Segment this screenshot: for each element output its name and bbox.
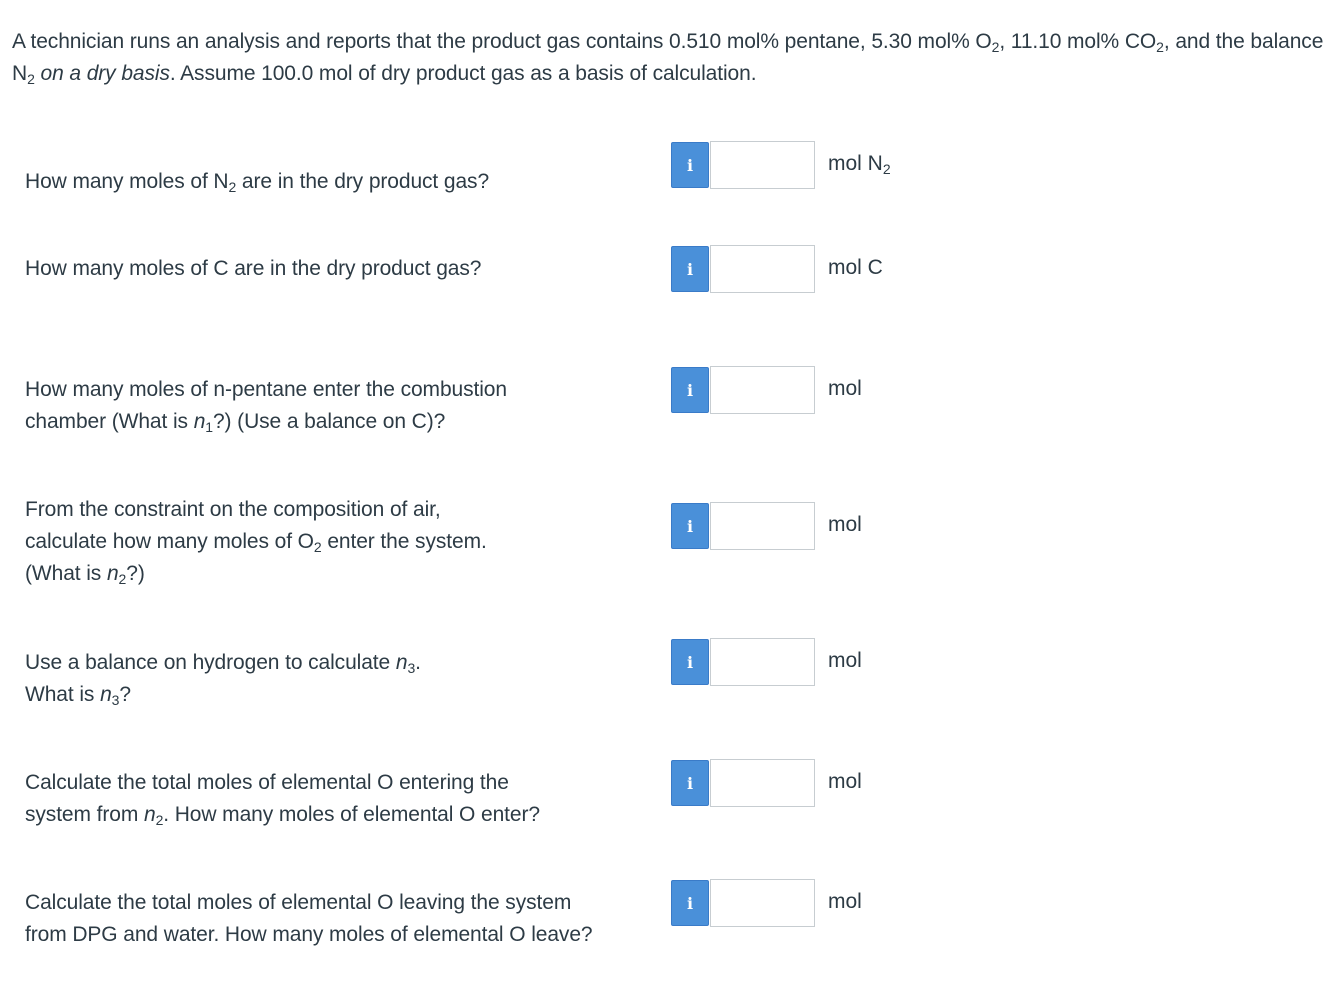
info-icon[interactable]: i bbox=[671, 142, 709, 188]
answer-input-6[interactable] bbox=[710, 759, 815, 807]
question-4-text: From the constraint on the composition of air, calculate how many moles of $O_2$ enter the system. (What is $n_2$?) bbox=[25, 498, 487, 587]
unit-label-2: mol C bbox=[828, 256, 883, 279]
unit-label-3: mol bbox=[828, 377, 862, 400]
info-icon[interactable]: i bbox=[671, 246, 709, 292]
unit-label-6: mol bbox=[828, 770, 862, 793]
unit-label-1: mol $N_2$ bbox=[828, 152, 891, 177]
question-6-text: Calculate the total moles of elemental O entering the system from $n_2$. How many moles of elemental O enter? bbox=[25, 771, 540, 828]
question-5-text: Use a balance on hydrogen to calculate $n_3$. What is $n_3$? bbox=[25, 651, 421, 708]
info-icon[interactable]: i bbox=[671, 503, 709, 549]
info-icon[interactable]: i bbox=[671, 880, 709, 926]
info-icon[interactable]: i bbox=[671, 639, 709, 685]
answer-input-4[interactable] bbox=[710, 502, 815, 550]
answer-input-1[interactable] bbox=[710, 141, 815, 189]
question-3-text: How many moles of n-pentane enter the combustion chamber (What is $n_1$?) (Use a balance on C)? bbox=[25, 378, 507, 435]
answer-input-2[interactable] bbox=[710, 245, 815, 293]
question-1-text: How many moles of $N_2$ are in the dry product gas? bbox=[25, 170, 490, 195]
answer-input-5[interactable] bbox=[710, 638, 815, 686]
info-icon[interactable]: i bbox=[671, 367, 709, 413]
unit-label-4: mol bbox=[828, 513, 862, 536]
answer-input-3[interactable] bbox=[710, 366, 815, 414]
info-icon[interactable]: i bbox=[671, 760, 709, 806]
question-7-text: Calculate the total moles of elemental O leaving the system from DPG and water. How many moles of elemental O leave? bbox=[25, 891, 593, 946]
unit-label-5: mol bbox=[828, 649, 862, 672]
answer-input-7[interactable] bbox=[710, 879, 815, 927]
unit-label-7: mol bbox=[828, 890, 862, 913]
question-2-text: How many moles of C are in the dry product gas? bbox=[25, 257, 482, 280]
problem-statement: A technician runs an analysis and reports that the product gas contains 0.510 mol% pentane, 5.30 mol% $O_2$, 11.10 mol% $CO_2$, and the balance $N_2$ on a dry basis. Assume 100.0 mol of dry product gas as a basis of calculation. bbox=[12, 30, 1324, 87]
